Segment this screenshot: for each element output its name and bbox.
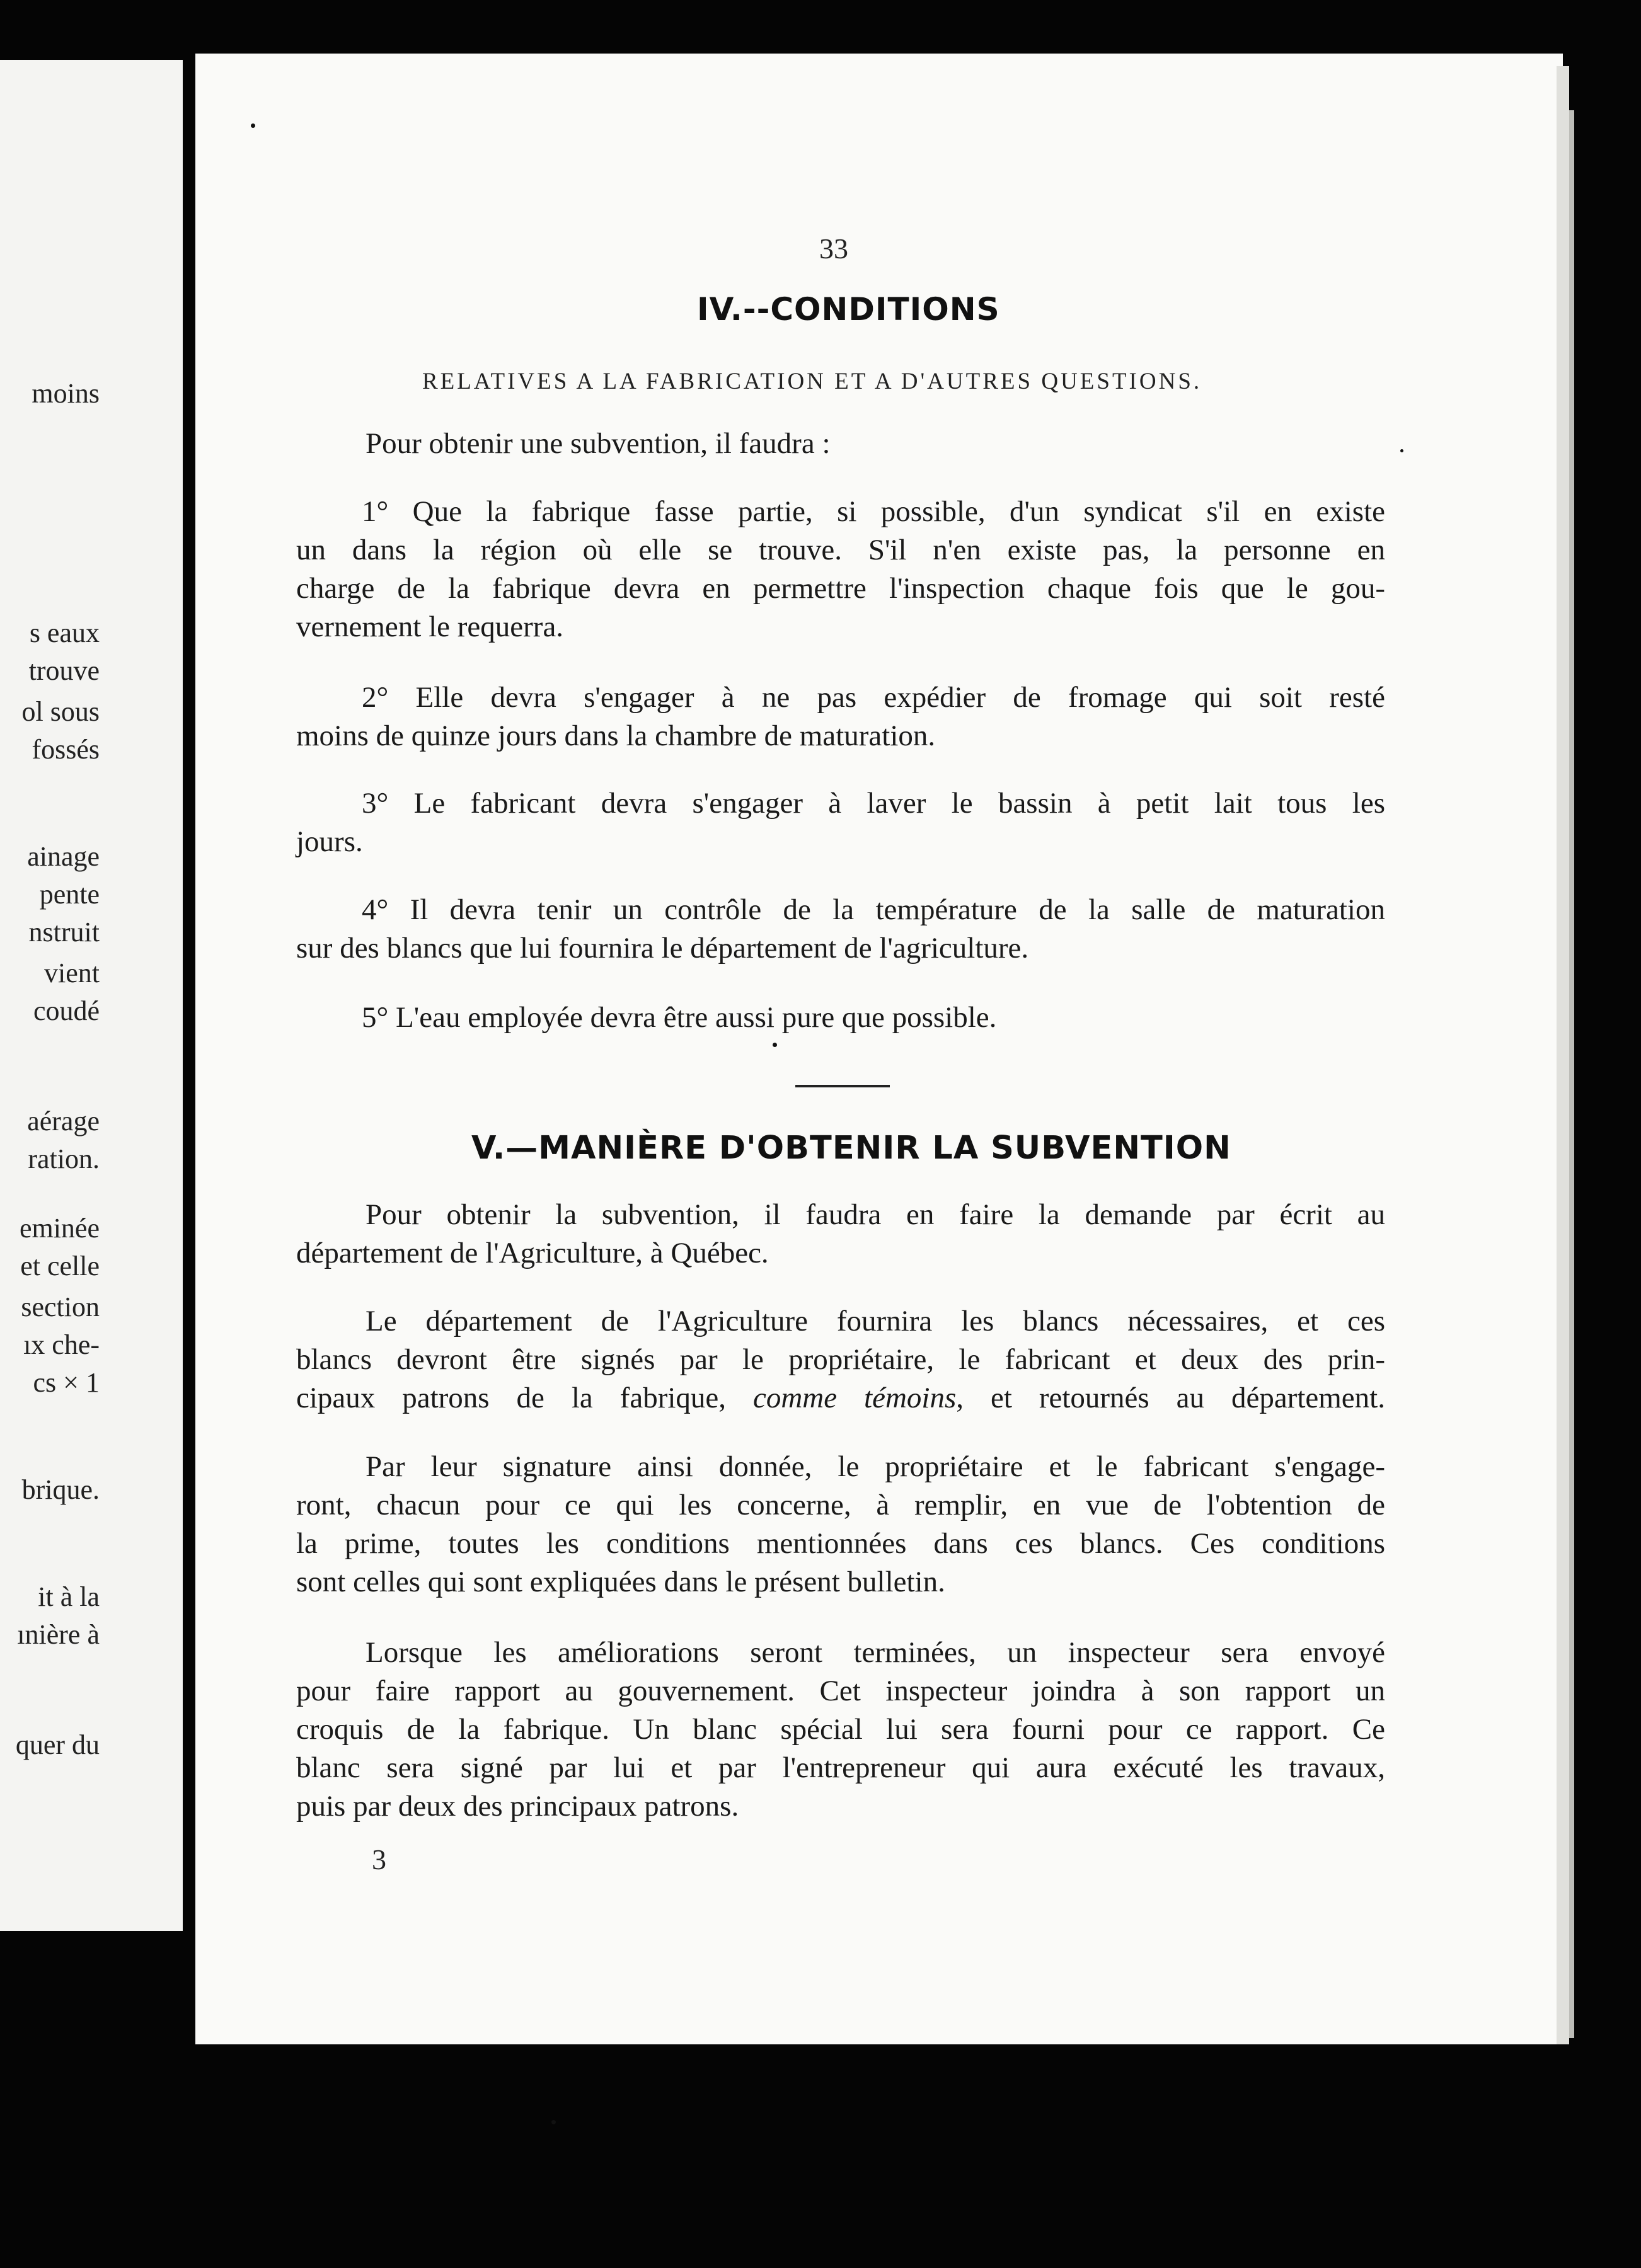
text-line: la prime, toutes les conditions mentionnées dans ces blancs. Ces conditions	[296, 1527, 1385, 1560]
left-page-text-fragment: ol sous	[21, 696, 100, 727]
left-page-text-fragment: moins	[32, 378, 100, 409]
text-line: 1° Que la fabrique fasse partie, si possible, d'un syndicat s'il en existe	[362, 495, 1385, 528]
left-page-text-fragment: ainage	[27, 841, 100, 872]
text-line: puis par deux des principaux patrons.	[296, 1790, 739, 1823]
left-page-text-fragment: cs × 1	[33, 1367, 100, 1398]
text-line: sont celles qui sont expliquées dans le présent bulletin.	[296, 1566, 945, 1598]
signature-mark: 3	[372, 1843, 386, 1876]
page-edge-shadow	[1569, 110, 1574, 2038]
text-line: Lorsque les améliorations seront terminées, un inspecteur sera envoyé	[366, 1636, 1385, 1669]
left-page-text-fragment: nstruit	[28, 917, 100, 948]
text-line: Pour obtenir la subvention, il faudra en faire la demande par écrit au	[366, 1198, 1385, 1231]
left-page-fragment	[0, 60, 183, 1931]
text-line: sur des blancs que lui fournira le département de l'agriculture.	[296, 932, 1029, 965]
left-page-text-fragment: s eaux	[29, 617, 100, 648]
section-5-para-3	[296, 1448, 1385, 1601]
text-line: blanc sera signé par lui et par l'entrepreneur qui aura exécuté les travaux,	[296, 1751, 1385, 1784]
section-4-intro: Pour obtenir une subvention, il faudra :	[366, 427, 831, 460]
left-page-text-fragment: ıx che-	[23, 1329, 100, 1360]
left-page-text-fragment: vient	[44, 958, 100, 988]
section-5-para-2	[296, 1302, 1385, 1418]
condition-3	[296, 784, 1385, 861]
text-line: Le département de l'Agriculture fournira les blancs nécessaires, et ces	[366, 1305, 1385, 1337]
speck	[773, 1043, 777, 1047]
speck	[251, 123, 255, 128]
section-5-para-1	[296, 1196, 1385, 1273]
italic-phrase: comme témoins	[753, 1382, 957, 1414]
text-line: jours.	[296, 825, 363, 858]
left-page-text-fragment: fossés	[32, 734, 100, 765]
section-4-subtitle: RELATIVES A LA FABRICATION ET A D'AUTRES QUESTIONS.	[422, 369, 1202, 394]
left-page-text-fragment: ration.	[28, 1143, 100, 1174]
text-line: ront, chacun pour ce qui les concerne, à remplir, en vue de l'obtention de	[296, 1489, 1385, 1521]
page-edge	[1557, 66, 1569, 2044]
text-line: 2° Elle devra s'engager à ne pas expédier de fromage qui soit resté	[362, 681, 1385, 714]
text-line: moins de quinze jours dans la chambre de maturation.	[296, 719, 936, 752]
text-line: blancs devront être signés par le propriétaire, le fabricant et deux des prin-	[296, 1343, 1385, 1376]
section-4-title: IV.--CONDITIONS	[697, 291, 1000, 328]
left-page-text-fragment: it à la	[38, 1581, 100, 1612]
condition-2	[296, 679, 1385, 755]
text-line: département de l'Agriculture, à Québec.	[296, 1237, 769, 1269]
left-page-text-fragment: coudé	[33, 995, 100, 1026]
text-run: cipaux patrons de la fabrique,	[296, 1382, 727, 1414]
left-page-text-fragment: ınière à	[17, 1619, 100, 1650]
left-page-text-fragment: et celle	[20, 1251, 100, 1281]
section-5-title: V.—MANIÈRE D'OBTENIR LA SUBVENTION	[471, 1130, 1231, 1167]
text-line: vernement le requerra.	[296, 610, 564, 643]
left-page-text-fragment: quer du	[15, 1729, 100, 1760]
left-page-text-fragment: trouve	[28, 655, 100, 686]
text-line: un dans la région où elle se trouve. S'il n'en existe pas, la personne en	[296, 534, 1385, 566]
speck	[1400, 449, 1403, 452]
text-line: croquis de la fabrique. Un blanc spécial lui sera fourni pour ce rapport. Ce	[296, 1713, 1385, 1746]
section-5-para-4	[296, 1634, 1385, 1826]
text-line: Par leur signature ainsi donnée, le propriétaire et le fabricant s'engage-	[366, 1450, 1385, 1483]
text-line: charge de la fabrique devra en permettre l'inspection chaque fois que le gou-	[296, 572, 1385, 605]
left-page-text-fragment: eminée	[19, 1213, 100, 1244]
text-run: , et retournés au département.	[956, 1382, 1385, 1414]
text-line: 4° Il devra tenir un contrôle de la température de la salle de maturation	[362, 893, 1385, 926]
condition-4	[296, 891, 1385, 968]
condition-5: 5° L'eau employée devra être aussi pure que possible.	[362, 1001, 997, 1034]
text-line: 3° Le fabricant devra s'engager à laver le bassin à petit lait tous les	[362, 787, 1385, 820]
page-number: 33	[819, 232, 848, 265]
text-line	[296, 1379, 1385, 1418]
left-page-text-fragment: brique.	[21, 1474, 100, 1505]
left-page-text-fragment: section	[21, 1292, 100, 1322]
text-line: pour faire rapport au gouvernement. Cet inspecteur joindra à son rapport un	[296, 1675, 1385, 1707]
speck	[551, 2120, 556, 2124]
condition-1	[296, 493, 1385, 646]
left-page-text-fragment: pente	[39, 879, 100, 910]
section-divider	[795, 1085, 890, 1087]
left-page-text-fragment: aérage	[27, 1106, 100, 1137]
